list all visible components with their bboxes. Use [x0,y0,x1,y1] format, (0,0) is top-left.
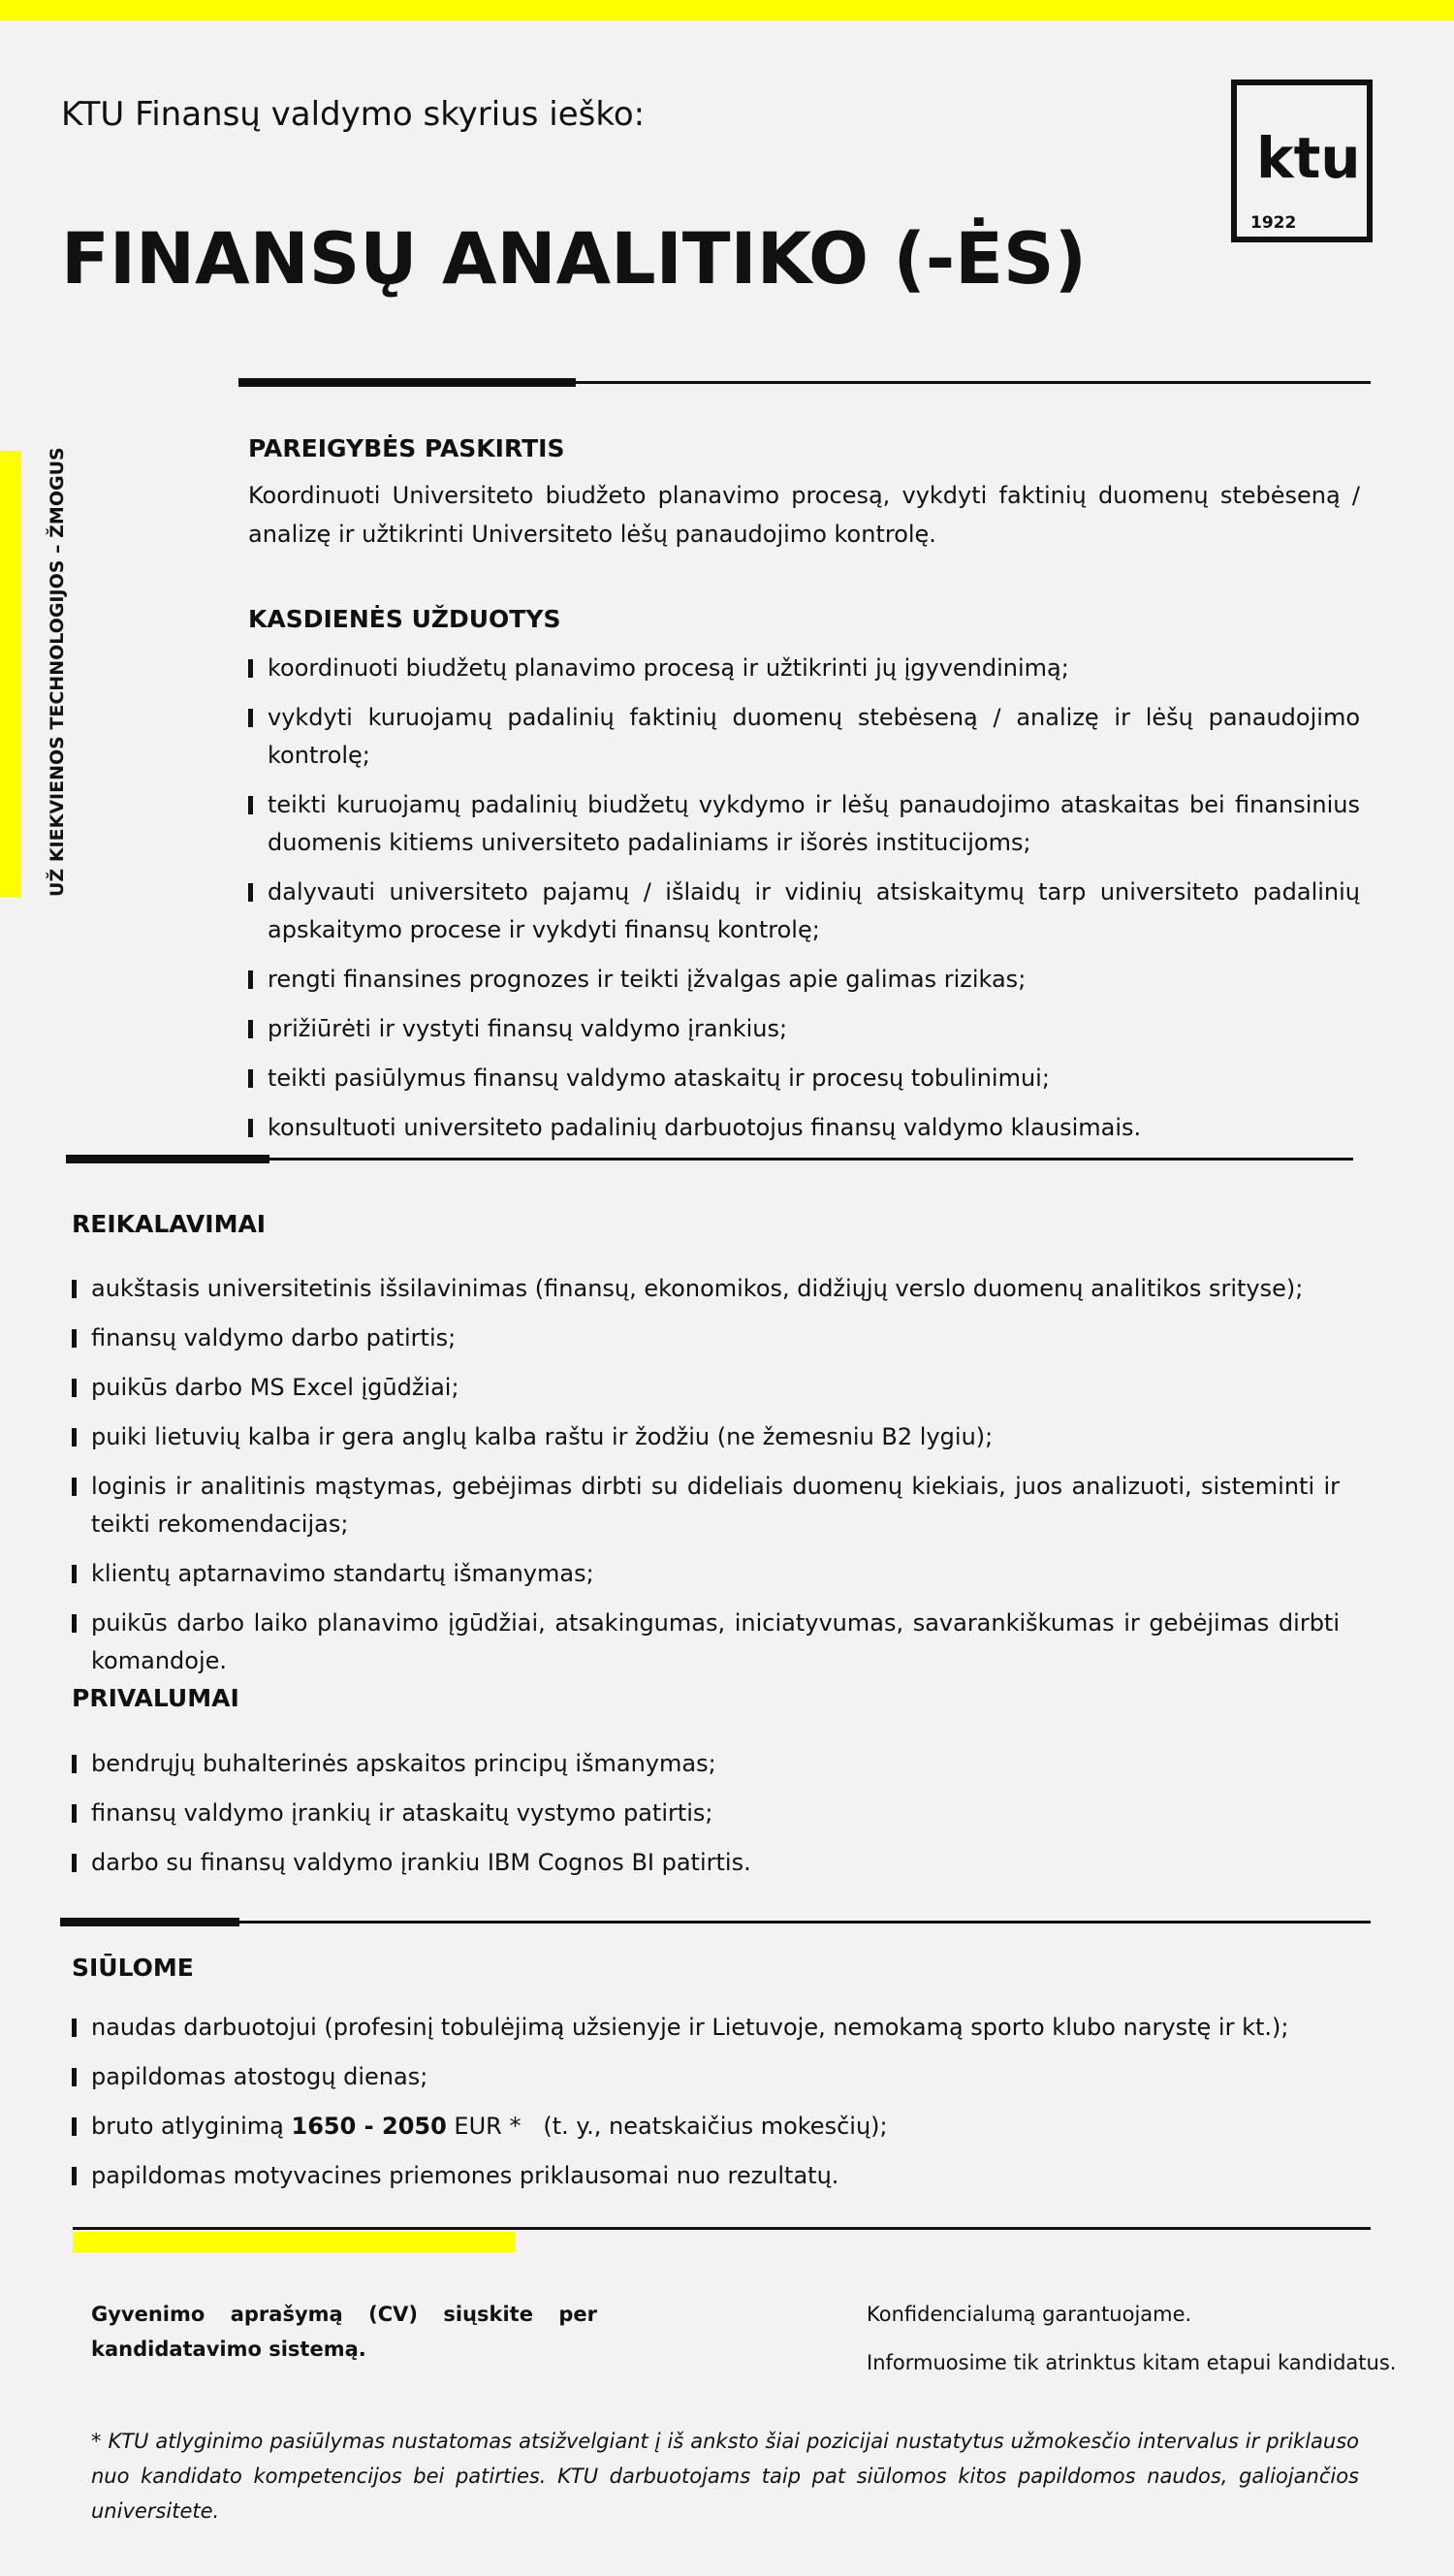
list-item: bendrųjų buhalterinės apskaitos principų išmanymas; [72,1745,1340,1783]
apply-line-2: kandidatavimo sistemą. [91,2337,366,2361]
salary-suffix: EUR * (t. y., neatskaičius mokesčių); [446,2113,888,2140]
list-item: puikūs darbo laiko planavimo įgūdžiai, atsakingumas, iniciatyvumas, savarankiškumas ir gebėjimas dirbti komandoje. [72,1605,1340,1680]
salary-item [72,2108,1340,2146]
list-item: dalyvauti universiteto pajamų / išlaidų ir vidinių atsiskaitymų tarp universiteto padalinių apskaitymo procese ir vykdyti finansų kontrolę; [248,874,1360,949]
list-item: finansų valdymo įrankių ir ataskaitų vystymo patirtis; [72,1795,1340,1832]
list-item: puikūs darbo MS Excel įgūdžiai; [72,1369,1340,1407]
list-item: papildomas atostogų dienas; [72,2058,1340,2096]
apply-instructions [91,2297,597,2367]
footer-accent-bar [73,2232,515,2252]
list-item: puiki lietuvių kalba ir gera anglų kalba raštu ir žodžiu (ne žemesniu B2 lygiu); [72,1418,1340,1456]
list-item: papildomas motyvacines priemones priklausomai nuo rezultatų. [72,2157,1340,2195]
daily-tasks-list [248,650,1360,1147]
list-item: teikti kuruojamų padalinių biudžetų vykdymo ir lėšų panaudojimo ataskaitas bei finansinius duomenis kitiems universiteto padaliniams ir išorės institucijoms; [248,786,1360,862]
list-item: aukštasis universitetinis išsilavinimas (finansų, ekonomikos, didžiųjų verslo duomenų analitikos srityse); [72,1270,1340,1308]
list-item: naudas darbuotojui (profesinį tobulėjimą užsienyje ir Lietuvoje, nemokamą sporto klubo narystę ir kt.); [72,2009,1340,2047]
apply-line-1: Gyvenimo aprašymą (CV) siųskite per [91,2303,597,2326]
logo-word: ktu [1256,125,1361,191]
daily-tasks-heading: KASDIENĖS UŽDUOTYS [248,605,561,633]
divider-3 [60,1921,1371,1924]
side-accent-bar [0,451,20,897]
inform-text: Informuosime tik atrinktus kitam etapui kandidatus. [867,2351,1397,2374]
offer-heading: SIŪLOME [72,1954,194,1982]
list-item: rengti finansines prognozes ir teikti įžvalgas apie galimas rizikas; [248,961,1360,999]
purpose-text: Koordinuoti Universiteto biudžeto planavimo procesą, vykdyti faktinių duomenų stebėseną / analizę ir užtikrinti Universiteto lėšų panaudojimo kontrolę. [248,482,1360,548]
salary-amount: 1650 - 2050 [291,2113,447,2140]
offer-list [72,2009,1340,2195]
top-accent-bar [0,0,1454,20]
divider-1 [238,381,1371,384]
slogan-vertical: UŽ KIEKVIENOS TECHNOLOGIJOS – ŽMOGUS [47,447,68,897]
list-item: klientų aptarnavimo standartų išmanymas; [72,1555,1340,1593]
footer-notes [867,2297,1396,2394]
salary-prefix: bruto atlyginimą [91,2113,292,2140]
list-item: koordinuoti biudžetų planavimo procesą ir užtikrinti jų įgyvendinimą; [248,650,1360,687]
advantages-list [72,1745,1340,1882]
divider-2 [66,1158,1353,1161]
advantages-heading: PRIVALUMAI [72,1684,239,1712]
list-item: finansų valdymo darbo patirtis; [72,1320,1340,1357]
intro-text: KTU Finansų valdymo skyrius ieško: [61,95,646,134]
divider-4 [73,2227,1371,2230]
salary-note: * KTU atlyginimo pasiūlymas nustatomas atsižvelgiant į iš anksto šiai pozicijai nustatytus užmokesčio intervalus ir priklauso nuo kandidato kompetencijos bei patirties. KTU darbuotojams taip pat siūlomos kitos papildomos naudos, galiojančios universitete. [91,2430,1359,2523]
list-item: darbo su finansų valdymo įrankiu IBM Cognos BI patirtis. [72,1844,1340,1882]
list-item: loginis ir analitinis mąstymas, gebėjimas dirbti su dideliais duomenų kiekiais, juos analizuoti, sisteminti ir teikti rekomendacijas; [72,1468,1340,1543]
requirements-heading: REIKALAVIMAI [72,1210,267,1238]
list-item: konsultuoti universiteto padalinių darbuotojus finansų valdymo klausimais. [248,1109,1360,1147]
logo-year: 1922 [1250,213,1297,233]
requirements-list [72,1270,1340,1680]
ktu-logo [1231,80,1373,242]
page-title: FINANSŲ ANALITIKO (-ĖS) [61,218,1087,301]
list-item: prižiūrėti ir vystyti finansų valdymo įrankius; [248,1010,1360,1048]
list-item: teikti pasiūlymus finansų valdymo ataskaitų ir procesų tobulinimui; [248,1060,1360,1097]
list-item: vykdyti kuruojamų padalinių faktinių duomenų stebėseną / analizę ir lėšų panaudojimo kontrolę; [248,699,1360,775]
confidential-text: Konfidencialumą garantuojame. [867,2303,1192,2326]
purpose-heading: PAREIGYBĖS PASKIRTIS [248,434,565,462]
